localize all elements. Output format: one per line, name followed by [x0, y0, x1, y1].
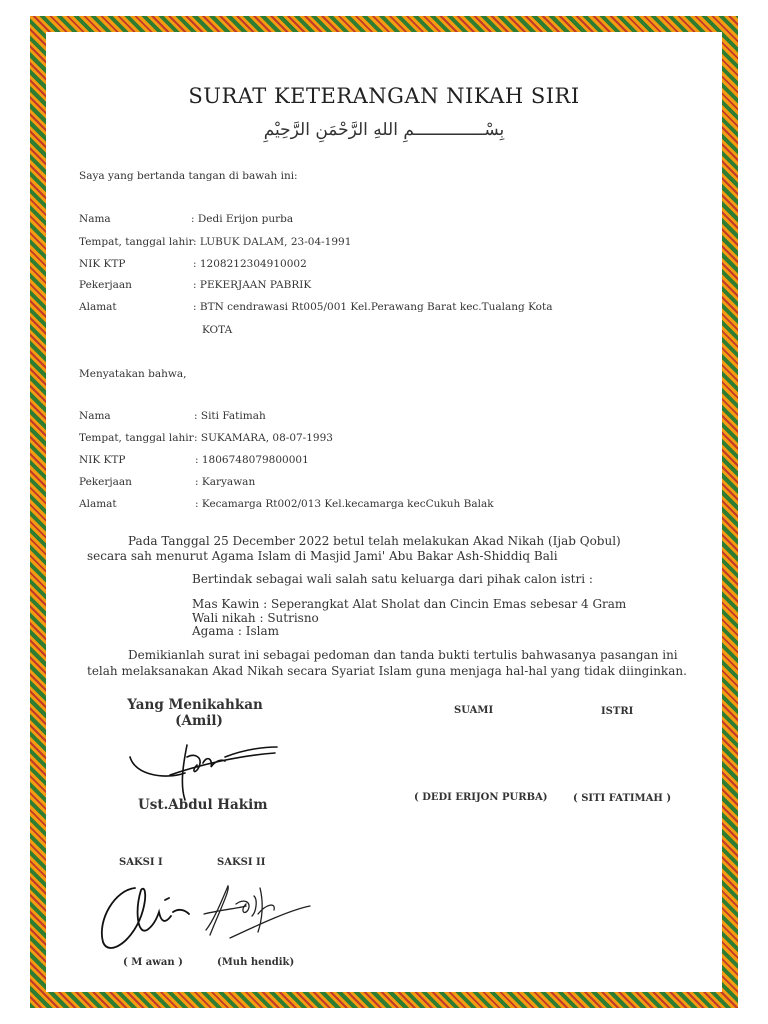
wife-name-value: : Siti Fatimah: [194, 410, 266, 422]
wife-address-value: : Kecamarga Rt002/013 Kel.kecamarga kecCukuh Balak: [195, 498, 494, 510]
body-line-1: Pada Tanggal 25 December 2022 betul telah melakukan Akad Nikah (Ijab Qobul): [128, 534, 621, 548]
husband-nik-value: : 1208212304910002: [193, 258, 307, 270]
saksi1-title: SAKSI I: [119, 857, 163, 868]
husband-address-value: : BTN cendrawasi Rt005/001 Kel.Perawang Barat kec.Tualang Kota: [193, 301, 553, 313]
intro-text: Saya yang bertanda tangan di bawah ini:: [79, 170, 298, 182]
istri-title: ISTRI: [601, 706, 634, 717]
wife-address-label: Alamat: [79, 498, 117, 510]
closing-line-2: telah melaksanakan Akad Nikah secara Syariat Islam guna menjaga hal-hal yang tidak diinginkan.: [87, 664, 687, 678]
wife-nik-value: : 1806748079800001: [195, 454, 309, 466]
wife-name-label: Nama: [79, 410, 111, 422]
husband-name-value: : Dedi Erijon purba: [191, 213, 294, 225]
wife-nik-label: NIK KTP: [79, 454, 126, 466]
agama: Agama : Islam: [192, 624, 279, 638]
suami-title: SUAMI: [454, 705, 494, 716]
basmala: بِسْــــــــــــــمِ اللهِ الرَّحْمَنِ الرَّحِيْمِ: [263, 120, 505, 140]
husband-birth-value: : LUBUK DALAM, 23-04-1991: [193, 236, 352, 248]
husband-birth-label: Tempat, tanggal lahir: [79, 236, 194, 248]
wife-birth-label: Tempat, tanggal lahir: [79, 432, 194, 444]
amil-signature: [125, 735, 285, 805]
saksi2-signature: [200, 880, 315, 945]
document-title: SURAT KETERANGAN NIKAH SIRI: [188, 84, 580, 108]
husband-address-label: Alamat: [79, 301, 117, 313]
amil-title-1: Yang Menikahkan: [127, 697, 263, 713]
husband-address-value-2: KOTA: [202, 324, 233, 336]
amil-title-2: (Amil): [175, 713, 223, 729]
body-line-3: Bertindak sebagai wali salah satu keluarga dari pihak calon istri :: [192, 572, 593, 586]
wife-job-value: : Karyawan: [195, 476, 256, 488]
wali-nikah: Wali nikah : Sutrisno: [192, 611, 319, 625]
wife-job-label: Pekerjaan: [79, 476, 132, 488]
husband-nik-label: NIK KTP: [79, 258, 126, 270]
husband-job-value: : PEKERJAAN PABRIK: [193, 279, 312, 291]
body-line-2: secara sah menurut Agama Islam di Masjid Jami' Abu Bakar Ash-Shiddiq Bali: [87, 549, 558, 563]
statement-text: Menyatakan bahwa,: [79, 368, 187, 380]
wife-birth-value: : SUKAMARA, 08-07-1993: [194, 432, 333, 444]
saksi1-name: ( M awan ): [123, 957, 183, 968]
saksi1-signature: [95, 880, 195, 955]
saksi2-name: (Muh hendik): [217, 957, 295, 968]
istri-name: ( SITI FATIMAH ): [573, 793, 672, 804]
suami-name: ( DEDI ERIJON PURBA): [414, 792, 548, 803]
saksi2-title: SAKSI II: [217, 857, 266, 868]
closing-line-1: Demikianlah surat ini sebagai pedoman dan tanda bukti tertulis bahwasanya pasangan ini: [128, 648, 678, 662]
mas-kawin: Mas Kawin : Seperangkat Alat Sholat dan Cincin Emas sebesar 4 Gram: [192, 597, 627, 611]
husband-name-label: Nama: [79, 213, 111, 225]
husband-job-label: Pekerjaan: [79, 279, 132, 291]
amil-name: Ust.Abdul Hakim: [138, 797, 268, 813]
